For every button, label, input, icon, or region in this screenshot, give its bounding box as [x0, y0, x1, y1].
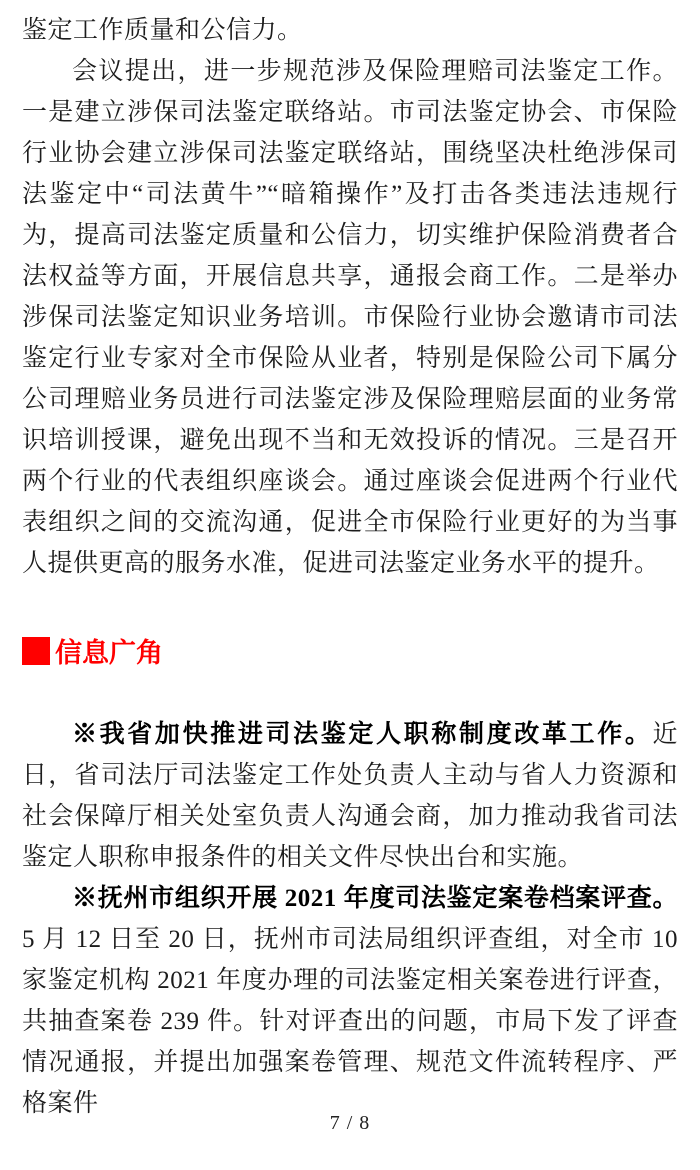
body-paragraph-continuation: 鉴定工作质量和公信力。 [22, 17, 303, 44]
section-header-title: 信息广角 [55, 638, 163, 668]
red-square-icon [22, 637, 50, 665]
section-header-info-corner [22, 637, 678, 668]
news-item-lead: ※抚州市组织开展 2021 年度司法鉴定案卷档案评查。 [72, 885, 678, 912]
news-item-lead: ※我省加快推进司法鉴定人职称制度改革工作。 [72, 721, 653, 748]
news-item-title-reform [22, 714, 678, 878]
news-item-fuzhou-review [22, 878, 678, 1124]
news-item-body: 5 月 12 日至 20 日，抚州市司法局组织评查组，对全市 10 家鉴定机构 2021 年度办理的司法鉴定相关案卷进行评查，共抽查案卷 239 件。针对评查出的问题，市局下发了评查情况通报，并提出加强案卷管理、规范文件流转程序、严格案件 [22, 926, 678, 1117]
body-paragraph-meeting: 会议提出，进一步规范涉及保险理赔司法鉴定工作。一是建立涉保司法鉴定联络站。市司法鉴定协会、市保险行业协会建立涉保司法鉴定联络站，围绕坚决杜绝涉保司法鉴定中“司法黄牛”“暗箱操作”及打击各类违法违规行为，提高司法鉴定质量和公信力，切实维护保险消费者合法权益等方面，开展信息共享，通报会商工作。二是举办涉保司法鉴定知识业务培训。市保险行业协会邀请市司法鉴定行业专家对全市保险从业者，特别是保险公司下属分公司理赔业务员进行司法鉴定涉及保险理赔层面的业务常识培训授课，避免出现不当和无效投诉的情况。三是召开两个行业的代表组织座谈会。通过座谈会促进两个行业代表组织之间的交流沟通，促进全市保险行业更好的为当事人提供更高的服务水准，促进司法鉴定业务水平的提升。 [22, 58, 678, 577]
news-item-body: 近日，省司法厅司法鉴定工作处负责人主动与省人力资源和社会保障厅相关处室负责人沟通会商，加力推动我省司法鉴定人职称申报条件的相关文件尽快出台和实施。 [22, 721, 678, 871]
page-number: 7 / 8 [329, 1112, 371, 1134]
